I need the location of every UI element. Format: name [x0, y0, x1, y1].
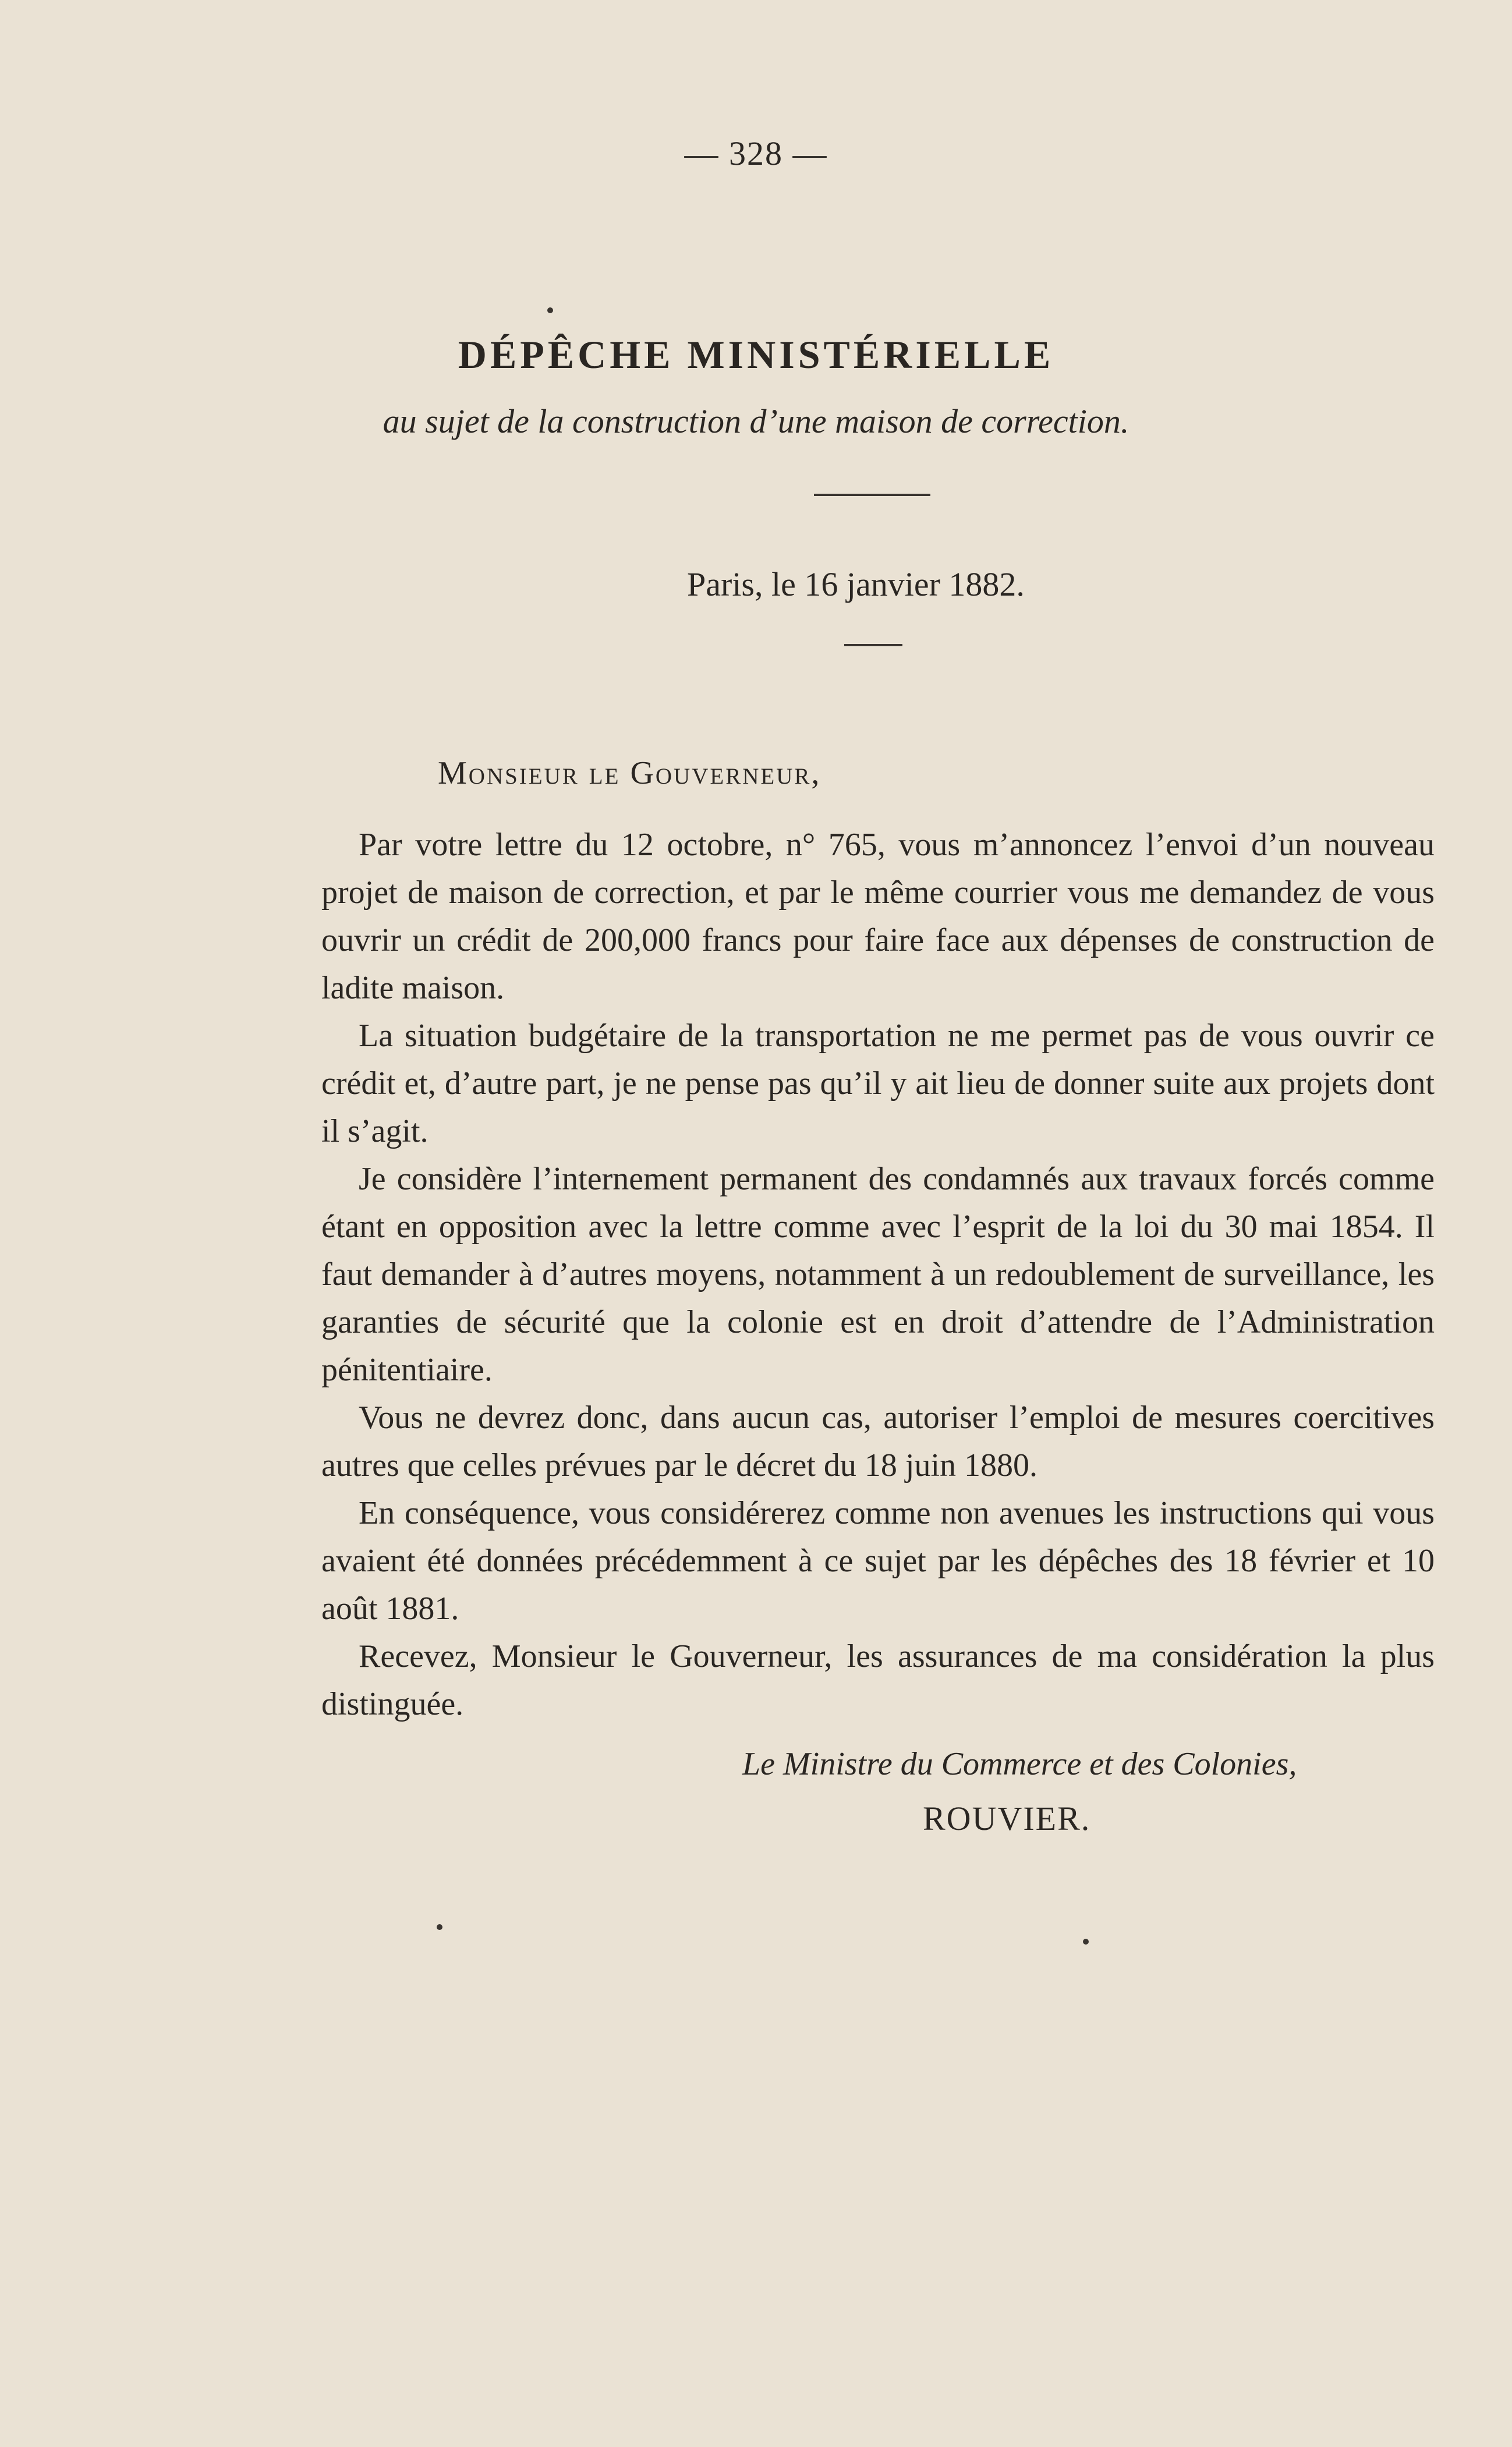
paragraph: La situation budgétaire de la transportation ne me permet pas de vous ouvrir ce crédit et, d’autre part, je ne pense pas qu’il y ait lieu de donner suite aux projets dont il s’agit. [321, 1018, 1435, 1149]
document-title: DÉPÊCHE MINISTÉRIELLE [458, 332, 1054, 377]
date-divider [844, 644, 902, 646]
paragraph: Je considère l’internement permanent des condamnés aux travaux forcés comme étant en opposition avec la lettre comme avec l’esprit de la loi du 30 mai 1854. Il faut demander à d’autres moyens, notamment à un redoublement de surveillance, les garanties de sécurité que la colonie est en droit d’attendre de l’Administration pénitentiaire. [321, 1161, 1435, 1388]
paragraph: Recevez, Monsieur le Gouverneur, les assurances de ma considération la plus distinguée. [321, 1638, 1435, 1722]
salutation: Monsieur le Gouverneur, [438, 755, 821, 791]
ink-speck [437, 1924, 442, 1930]
letter-date: Paris, le 16 janvier 1882. [687, 565, 1025, 603]
signature-name: ROUVIER. [923, 1800, 1091, 1837]
letter-body [321, 821, 1435, 1728]
page-number: — 328 — [684, 134, 828, 172]
paragraph: Vous ne devrez donc, dans aucun cas, autoriser l’emploi de mesures coercitives autres que celles prévues par le décret du 18 juin 1880. [321, 1400, 1435, 1483]
ink-speck [1083, 1939, 1089, 1945]
paragraph: En conséquence, vous considérerez comme non avenues les instructions qui vous avaient été données précédemment à ce sujet par les dépêches des 18 février et 10 août 1881. [321, 1495, 1435, 1627]
signature-title: Le Ministre du Commerce et des Colonies, [742, 1746, 1297, 1782]
ink-speck [547, 307, 553, 313]
title-divider [814, 494, 930, 496]
document-subtitle: au sujet de la construction d’une maison de correction. [383, 402, 1129, 440]
paragraph: Par votre lettre du 12 octobre, n° 765, vous m’annoncez l’envoi d’un nouveau projet de maison de correction, et par le même courrier vous me demandez de vous ouvrir un crédit de 200,000 francs pour faire face aux dépenses de construction de ladite maison. [321, 827, 1435, 1006]
